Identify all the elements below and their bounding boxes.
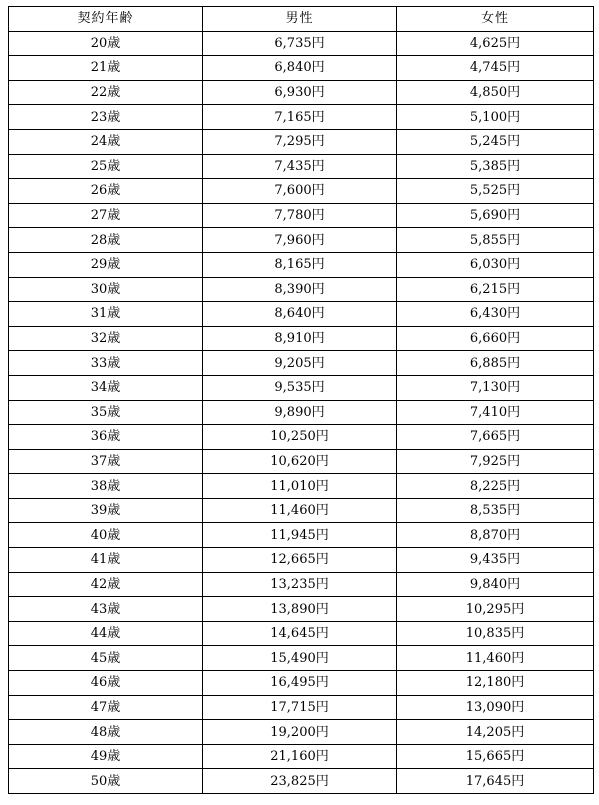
cell-contract-age: 33歳 [9,351,203,376]
cell-male-premium: 9,205円 [203,351,397,376]
cell-male-premium: 7,960円 [203,228,397,253]
cell-female-premium: 9,435円 [397,548,594,573]
cell-contract-age: 20歳 [9,31,203,56]
cell-female-premium: 13,090円 [397,695,594,720]
cell-male-premium: 7,165円 [203,105,397,130]
cell-contract-age: 43歳 [9,597,203,622]
cell-male-premium: 9,535円 [203,375,397,400]
cell-female-premium: 12,180円 [397,671,594,696]
cell-male-premium: 21,160円 [203,744,397,769]
cell-female-premium: 4,745円 [397,56,594,81]
cell-male-premium: 17,715円 [203,695,397,720]
cell-male-premium: 8,910円 [203,326,397,351]
table-row [9,548,594,573]
cell-female-premium: 15,665円 [397,744,594,769]
cell-male-premium: 23,825円 [203,769,397,794]
cell-male-premium: 7,435円 [203,154,397,179]
cell-female-premium: 5,245円 [397,129,594,154]
cell-contract-age: 25歳 [9,154,203,179]
cell-contract-age: 36歳 [9,425,203,450]
cell-contract-age: 24歳 [9,129,203,154]
cell-male-premium: 6,840円 [203,56,397,81]
cell-female-premium: 6,430円 [397,302,594,327]
cell-male-premium: 6,930円 [203,80,397,105]
cell-contract-age: 23歳 [9,105,203,130]
cell-female-premium: 7,410円 [397,400,594,425]
cell-male-premium: 8,640円 [203,302,397,327]
table-row [9,228,594,253]
table-row [9,179,594,204]
table-row [9,695,594,720]
table-body [9,31,594,793]
cell-contract-age: 40歳 [9,523,203,548]
table-row [9,523,594,548]
cell-contract-age: 29歳 [9,252,203,277]
cell-contract-age: 28歳 [9,228,203,253]
cell-contract-age: 49歳 [9,744,203,769]
table-row [9,671,594,696]
cell-contract-age: 48歳 [9,720,203,745]
cell-female-premium: 6,030円 [397,252,594,277]
cell-female-premium: 10,835円 [397,621,594,646]
table-row [9,326,594,351]
cell-female-premium: 14,205円 [397,720,594,745]
cell-male-premium: 7,600円 [203,179,397,204]
cell-contract-age: 44歳 [9,621,203,646]
cell-female-premium: 8,870円 [397,523,594,548]
cell-female-premium: 5,100円 [397,105,594,130]
cell-contract-age: 45歳 [9,646,203,671]
cell-contract-age: 27歳 [9,203,203,228]
cell-female-premium: 5,855円 [397,228,594,253]
header-row [9,7,594,32]
table-row [9,203,594,228]
cell-contract-age: 34歳 [9,375,203,400]
cell-contract-age: 35歳 [9,400,203,425]
cell-contract-age: 31歳 [9,302,203,327]
cell-female-premium: 7,130円 [397,375,594,400]
cell-male-premium: 16,495円 [203,671,397,696]
cell-contract-age: 32歳 [9,326,203,351]
table-row [9,474,594,499]
cell-female-premium: 9,840円 [397,572,594,597]
cell-female-premium: 6,215円 [397,277,594,302]
table-row [9,351,594,376]
cell-female-premium: 8,225円 [397,474,594,499]
table-row [9,31,594,56]
table-row [9,105,594,130]
table-row [9,129,594,154]
table-row [9,302,594,327]
cell-contract-age: 47歳 [9,695,203,720]
cell-female-premium: 4,625円 [397,31,594,56]
cell-female-premium: 7,665円 [397,425,594,450]
cell-male-premium: 13,890円 [203,597,397,622]
table-row [9,80,594,105]
cell-contract-age: 42歳 [9,572,203,597]
table-row [9,154,594,179]
table-row [9,498,594,523]
table-row [9,769,594,794]
header-male: 男性 [203,7,397,32]
cell-female-premium: 5,385円 [397,154,594,179]
cell-male-premium: 15,490円 [203,646,397,671]
cell-contract-age: 41歳 [9,548,203,573]
header-female: 女性 [397,7,594,32]
cell-male-premium: 13,235円 [203,572,397,597]
cell-male-premium: 9,890円 [203,400,397,425]
cell-female-premium: 5,690円 [397,203,594,228]
cell-male-premium: 10,250円 [203,425,397,450]
table-row [9,621,594,646]
table-row [9,744,594,769]
table-row [9,572,594,597]
cell-male-premium: 7,295円 [203,129,397,154]
cell-male-premium: 7,780円 [203,203,397,228]
cell-contract-age: 37歳 [9,449,203,474]
table-row [9,277,594,302]
cell-male-premium: 11,460円 [203,498,397,523]
premium-table [8,6,594,794]
table-row [9,375,594,400]
cell-female-premium: 8,535円 [397,498,594,523]
cell-male-premium: 10,620円 [203,449,397,474]
cell-contract-age: 22歳 [9,80,203,105]
cell-female-premium: 4,850円 [397,80,594,105]
cell-female-premium: 5,525円 [397,179,594,204]
cell-male-premium: 11,945円 [203,523,397,548]
table-row [9,56,594,81]
cell-male-premium: 6,735円 [203,31,397,56]
cell-male-premium: 14,645円 [203,621,397,646]
cell-female-premium: 11,460円 [397,646,594,671]
table-row [9,425,594,450]
cell-contract-age: 39歳 [9,498,203,523]
cell-female-premium: 6,660円 [397,326,594,351]
cell-female-premium: 10,295円 [397,597,594,622]
cell-contract-age: 26歳 [9,179,203,204]
cell-female-premium: 7,925円 [397,449,594,474]
cell-female-premium: 6,885円 [397,351,594,376]
cell-contract-age: 46歳 [9,671,203,696]
table-row [9,400,594,425]
table-row [9,597,594,622]
cell-male-premium: 11,010円 [203,474,397,499]
cell-male-premium: 8,390円 [203,277,397,302]
table-row [9,252,594,277]
table-row [9,449,594,474]
table-row [9,646,594,671]
cell-contract-age: 21歳 [9,56,203,81]
table-row [9,720,594,745]
cell-contract-age: 50歳 [9,769,203,794]
cell-male-premium: 12,665円 [203,548,397,573]
cell-contract-age: 30歳 [9,277,203,302]
header-contract-age: 契約年齢 [9,7,203,32]
cell-male-premium: 8,165円 [203,252,397,277]
cell-male-premium: 19,200円 [203,720,397,745]
cell-female-premium: 17,645円 [397,769,594,794]
cell-contract-age: 38歳 [9,474,203,499]
table-header [9,7,594,32]
